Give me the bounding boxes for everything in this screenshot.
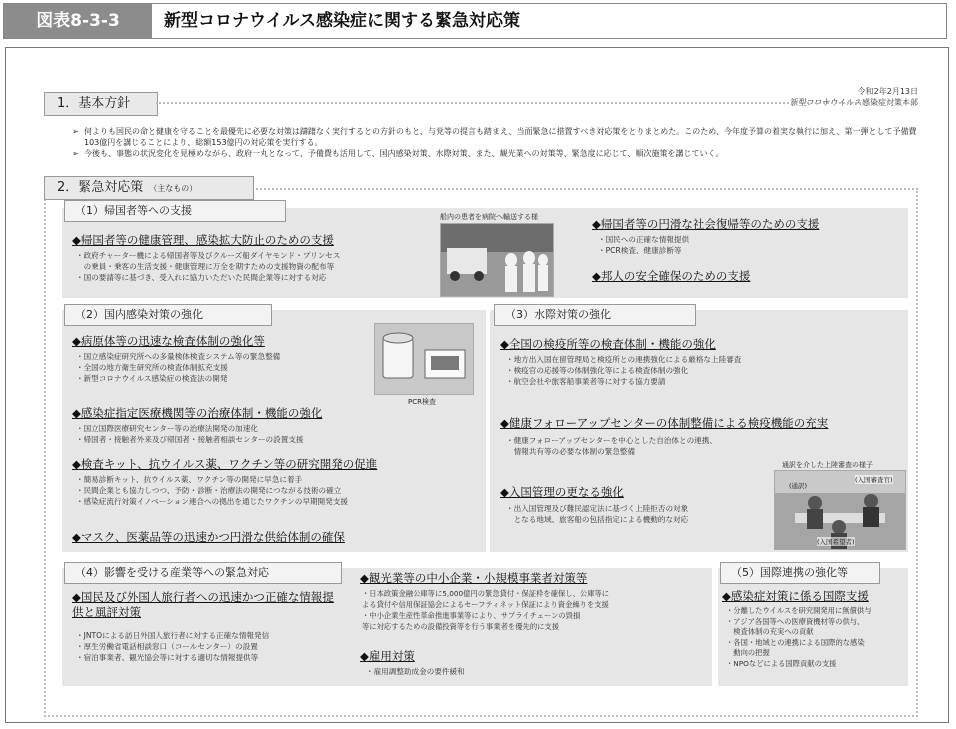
list-item: ・日本政策金融公庫等に5,000億円の緊急貸付・保証枠を確保し、公庫等に xyxy=(362,589,610,598)
panel-domestic-title: （2）国内感染対策の強化 xyxy=(64,304,272,326)
list-item: ・国立国際医療研究センター等の治療法開発の加速化 xyxy=(76,424,258,433)
ship-transport-photo xyxy=(440,223,554,297)
list-item: ・分離したウイルスを研究開発用に無償供与 xyxy=(726,606,872,615)
section-basic-policy-title: 1．基本方針 xyxy=(44,92,158,116)
list-item: ・PCR検査、健康診断等 xyxy=(598,246,682,255)
list-item: ・健康フォローアップセンターを中心とした自治体との連携、 xyxy=(506,436,717,445)
pcr-test-photo xyxy=(374,323,474,395)
list-item: の乗員・乗客の生活支援・健康管理に万全を期すための支援物資の配布等 xyxy=(76,262,335,271)
list-item: ・雇用調整助成金の要件緩和 xyxy=(366,667,465,676)
issue-date: 令和2年2月13日 xyxy=(857,87,918,96)
list-item: ・政府チャーター機による帰国者等及びクルーズ船ダイヤモンド・プリンセス xyxy=(76,251,341,260)
domestic-heading-testing: ◆病原体等の迅速な検査体制の強化等 xyxy=(72,334,265,348)
ship-transport-illustration xyxy=(441,224,553,296)
list-item: ・宿泊事業者、観光協会等に対する適切な情報提供等 xyxy=(76,653,259,662)
industry-heading-sme: ◆観光業等の中小企業・小規模事業者対策等 xyxy=(360,571,588,585)
pcr-photo-caption: PCR検査 xyxy=(408,398,436,406)
section-emergency-title xyxy=(44,176,254,200)
returnees-reintegration-items xyxy=(598,234,689,256)
list-item: ・国立感染症研究所への多量検体検査システム等の緊急整備 xyxy=(76,352,281,361)
panel-returnees-title: （1）帰国者等への支援 xyxy=(64,200,286,222)
industry-heading-info: ◆国民及び外国人旅行者への迅速かつ正確な情報提供と風評対策 xyxy=(72,590,334,619)
content-frame xyxy=(5,47,949,723)
domestic-heading-medical: ◆感染症指定医療機関等の治療体制・機能の強化 xyxy=(72,406,323,420)
list-item: ・帰国者・接触者外来及び帰国者・接触者相談センターの設置支援 xyxy=(76,435,304,444)
ship-photo-caption: 船内の患者を病院へ輸送する様 xyxy=(440,213,538,221)
domestic-heading-research: ◆検査キット、抗ウイルス薬、ワクチン等の研究開発の促進 xyxy=(72,457,378,471)
list-item: ・アジア各国等への医療資機材等の供与、 xyxy=(726,616,865,626)
list-item: ・厚生労働省電話相談窓口（コールセンター）の設置 xyxy=(76,642,258,651)
list-item: ・航空会社や旅客船事業者等に対する協力要請 xyxy=(506,377,666,386)
panel-industry-title: （4）影響を受ける産業等への緊急対応 xyxy=(64,562,342,584)
date-block xyxy=(790,86,918,108)
list-item: ・中小企業生産性革命推進事業等により、サプライチェーンの毀損 xyxy=(362,611,581,620)
issuing-org: 新型コロナウイルス感染症対策本部 xyxy=(790,98,918,107)
list-item: 検査体制の充実への貢献 xyxy=(726,627,814,636)
list-item: ・感染症流行対策イノベーション連合への拠出を通じたワクチンの早期開発支援 xyxy=(76,497,348,506)
industry-employment-items xyxy=(366,666,465,677)
list-item: ・JNTOによる訪日外国人旅行者に対する正確な情報発信 xyxy=(76,631,270,640)
list-item: 動向の把握 xyxy=(726,648,770,657)
domestic-medical-items xyxy=(76,423,304,445)
international-heading-support: ◆感染症対策に係る国際支援 xyxy=(722,589,869,603)
list-item: よる貸付や信用保証協会によるセーフティネット保証により資金繰りを支援 xyxy=(362,600,609,609)
list-item: ・各国・地域との連携による国際的な感染 xyxy=(726,637,865,647)
international-support-items xyxy=(726,606,872,669)
applicant-label: (入国希望者) xyxy=(817,538,855,546)
title-bar xyxy=(3,3,947,39)
list-item: ・全国の地方衛生研究所の検査体制拡充支援 xyxy=(76,363,228,372)
border-immigration-items xyxy=(506,503,688,525)
officer-label: (入国審査官) xyxy=(855,476,893,484)
list-item: 等に対応するための設備投資等を行う事業者を優先的に支援 xyxy=(362,622,560,631)
returnees-heading-safety: ◆邦人の安全確保のための支援 xyxy=(592,269,751,283)
domestic-research-items xyxy=(76,474,348,507)
page-title: 新型コロナウイルス感染症に関する緊急対応策 xyxy=(164,11,520,31)
figure-label: 図表8-3-3 xyxy=(4,4,152,38)
pcr-equipment-illustration xyxy=(375,324,473,394)
border-heading-quarantine: ◆全国の検疫所等の検査体制・機能の強化 xyxy=(500,337,716,351)
list-item: ・出入国管理及び難民認定法に基づく上陸拒否の対象 xyxy=(506,504,689,513)
list-item: ・国民への正確な情報提供 xyxy=(598,235,690,244)
section-emergency-note: （主なもの） xyxy=(149,184,198,193)
list-item: となる地域、旅客船の包括指定による機動的な対応 xyxy=(506,515,689,524)
list-item: 情報共有等の必要な体制の緊急整備 xyxy=(506,447,636,456)
returnees-heading-health: ◆帰国者等の健康管理、感染拡大防止のための支援 xyxy=(72,233,334,247)
policy-bullet: ➢ 何よりも国民の命と健康を守ることを最優先に必要な対策は躊躇なく実行するとの方針のもと、与党等の提言も踏まえ、当面緊急に措置すべき対応策をとりまとめた。このため、今年度予算の着実な執行に加え、第一弾として予備費103億円を講じることにより、総額153億円の対応策を実行する。 xyxy=(72,126,917,148)
industry-sme-items xyxy=(362,588,609,632)
industry-info-items xyxy=(76,630,269,663)
border-quarantine-items xyxy=(506,354,741,387)
section1-rule xyxy=(156,102,916,104)
border-heading-immigration: ◆入国管理の更なる強化 xyxy=(500,485,624,499)
list-item: ・新型コロナウイルス感染症の検査法の開発 xyxy=(76,374,228,383)
policy-bullet: ➢ 今後も、事態の状況変化を見極めながら、政府一丸となって、予備費も活用して、国内感染対策、水際対策、また、観光業への対策等、緊急度に応じて、順次施策を講じていく。 xyxy=(72,148,917,159)
list-item: ・検疫官の応援等の体制強化等による検査体制の強化 xyxy=(506,366,689,375)
domestic-testing-items xyxy=(76,351,280,384)
list-item: ・簡易診断キット、抗ウイルス薬、ワクチン等の開発に早急に着手 xyxy=(76,475,303,484)
border-heading-followup: ◆健康フォローアップセンターの体制整備による検疫機能の充実 xyxy=(500,416,829,430)
immigration-photo-caption: 通訳を介した上陸審査の様子 xyxy=(782,461,873,469)
list-item: ・NPOなどによる国際貢献の支援 xyxy=(726,658,837,668)
list-item: ・民間企業とも協力しつつ、予防・診断・治療法の開発につながる技術の確立 xyxy=(76,486,342,495)
returnees-health-items xyxy=(76,250,341,283)
basic-policy-bullets xyxy=(72,126,917,159)
immigration-photo xyxy=(774,470,906,550)
section-emergency-label: 2．緊急対応策 xyxy=(57,180,144,195)
list-item: ・地方出入国在留管理局と検疫所との連携強化による厳格な上陸審査 xyxy=(506,355,742,364)
interpreter-label: (通訳) xyxy=(789,482,808,490)
domestic-heading-supply: ◆マスク、医薬品等の迅速かつ円滑な供給体制の確保 xyxy=(72,530,345,544)
industry-heading-employment: ◆雇用対策 xyxy=(360,649,415,663)
returnees-heading-reintegration: ◆帰国者等の円滑な社会復帰等のための支援 xyxy=(592,217,820,231)
panel-international-title: （5）国際連携の強化等 xyxy=(720,562,880,584)
panel-border-title: （3）水際対策の強化 xyxy=(494,304,696,326)
border-followup-items xyxy=(506,435,717,457)
list-item: ・国の要請等に基づき、受入れに協力いただいた民間企業等に対する対応 xyxy=(76,273,327,282)
